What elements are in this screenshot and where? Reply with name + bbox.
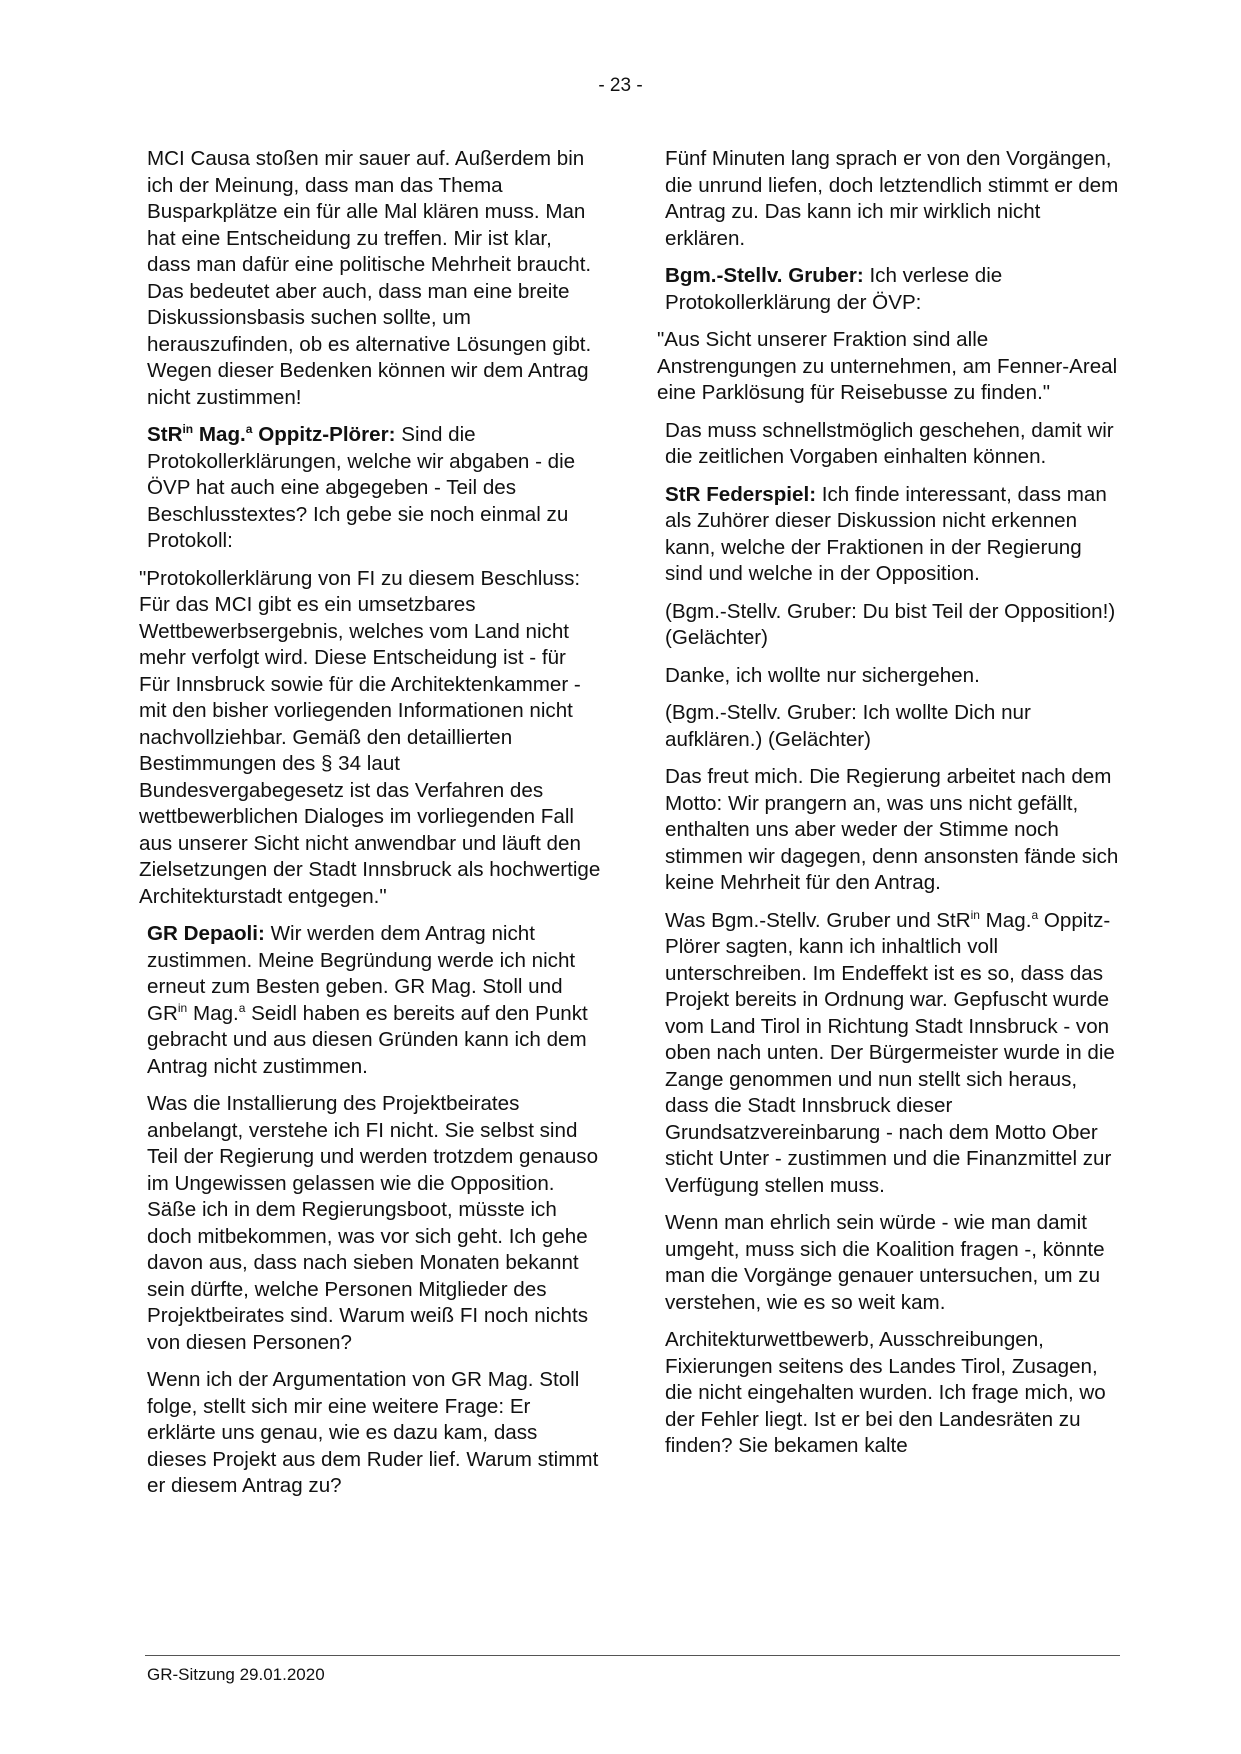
paragraph: Was Bgm.-Stellv. Gruber und StR$^{in}$ Mag.$^a$ Oppitz-Plörer sagten, kann ich inhaltlich voll unterschreiben. Im Endeffekt ist es so, dass das Projekt bereits in Ordnung war. Gepfuscht wurde vom Land Tirol in Richtung Stadt Innsbruck - von oben nach unten. Der Bürgermeister wurde in die Zange genommen und nun stellt sich heraus, dass die Stadt Innsbruck dieser Grundsatzvereinbarung - nach dem Motto Ober sticht Unter - zustimmen und die Finanzmittel zur Verfügung stellen muss. [665,907,1115,1197]
interjection: (Bgm.-Stellv. Gruber: Ich wollte Dich nur aufklären.) (Gelächter) [665,701,1031,751]
left-column [139,146,601,1511]
quote-paragraph: "Aus Sicht unserer Fraktion sind alle Anstrengungen zu unternehmen, am Fenner-Areal eine Parklösung für Reisebusse zu finden." [657,328,1118,404]
paragraph: MCI Causa stoßen mir sauer auf. Außerdem bin ich der Meinung, dass man das Thema Busparkplätze ein für alle Mal klären muss. Man hat eine Entscheidung zu treffen. Mir ist klar, dass man dafür eine politische Mehrheit braucht. Das bedeutet aber auch, dass man eine breite Diskussionsbasis suchen sollte, um herauszufinden, ob es alternative Lösungen gibt. Wegen dieser Bedenken können wir dem Antrag nicht zustimmen! [147,147,592,409]
paragraph: Fünf Minuten lang sprach er von den Vorgängen, die unrund liefen, doch letztendlich stimmt er dem Antrag zu. Das kann ich mir wirklich nicht erklären. [665,147,1119,250]
paragraph: Das freut mich. Die Regierung arbeitet nach dem Motto: Wir prangern an, was uns nicht gefällt, enthalten uns aber weder der Stimme noch stimmen wir dagegen, denn ansonsten fände sich keine Mehrheit für den Antrag. [665,765,1119,894]
page-number: - 23 - [598,75,643,96]
speaker-name: StR$^{in}$ Mag.$^a$ Oppitz-Plörer: [147,422,396,446]
paragraph: Danke, ich wollte nur sichergehen. [665,663,980,687]
paragraph: Wenn man ehrlich sein würde - wie man damit umgeht, muss sich die Koalition fragen -, könnte man die Vorgänge genauer untersuchen, um zu verstehen, wie es so weit kam. [665,1211,1105,1314]
paragraph: Wenn ich der Argumentation von GR Mag. Stoll folge, stellt sich mir eine weitere Frage: Er erklärte uns genau, wie es dazu kam, dass dieses Projekt aus dem Ruder lief. Warum stimmt er diesem Antrag zu? [147,1368,599,1497]
interjection: (Bgm.-Stellv. Gruber: Du bist Teil der Opposition!) (Gelächter) [665,599,1116,649]
speaker-name: StR Federspiel: [665,482,817,506]
speaker-name: GR Depaoli: [147,922,265,945]
speaker-paragraph: GR Depaoli: Wir werden dem Antrag nicht zustimmen. Meine Begründung werde ich nicht erneut zum Besten geben. GR Mag. Stoll und $GR^{in}$ Mag.$^a$ Seidl haben es bereits auf den Punkt gebracht und aus diesen Gründen kann ich dem Antrag nicht zustimmen. [147,922,588,1078]
paragraph: Was die Installierung des Projektbeirates anbelangt, verstehe ich FI nicht. Sie selbst sind Teil der Regierung und werden trotzdem genauso im Ungewissen gelassen wie die Opposition. Säße ich in dem Regierungsboot, müsste ich doch mitbekommen, was vor sich geht. Ich gehe davon aus, dass nach sieben Monaten bekannt sein dürfte, welche Personen Mitglieder des Projektbeirates sind. Warum weiß FI noch nichts von diesen Personen? [147,1092,599,1354]
paragraph: Das muss schnellstmöglich geschehen, damit wir die zeitlichen Vorgaben einhalten können. [665,418,1114,468]
speaker-paragraph: StR Federspiel: Ich finde interessant, dass man als Zuhörer dieser Diskussion nicht erkennen kann, welche der Fraktionen in der Regierung sind und welche in der Opposition. [665,482,1107,585]
speaker-paragraph: StR$^{in}$ Mag.$^a$ Oppitz-Plörer: Sind die Protokollerklärungen, welche wir abgaben - die ÖVP hat auch eine abgegeben - Teil des Beschlusstextes? Ich gebe sie noch einmal zu Protokoll: [147,422,576,552]
paragraph: Architekturwettbewerb, Ausschreibungen, Fixierungen seitens des Landes Tirol, Zusagen, die nicht eingehalten wurden. Ich frage mich, wo der Fehler liegt. Ist er bei den Landesräten zu finden? Sie bekamen kalte [665,1328,1106,1457]
quote-paragraph: "Protokollerklärung von FI zu diesem Beschluss: Für das MCI gibt es ein umsetzbares Wettbewerbsergebnis, welches vom Land nicht mehr verfolgt wird. Diese Entscheidung ist - für Für Innsbruck sowie für die Architektenkammer - mit den bisher vorliegenden Informationen nicht nachvollziehbar. Gemäß den detaillierten Bestimmungen des § 34 laut Bundesvergabegesetz ist das Verfahren des wettbewerblichen Dialoges im vorliegenden Fall aus unserer Sicht nicht anwendbar und läuft den Zielsetzungen der Stadt Innsbruck als hochwertige Architekturstadt entgegen." [139,566,601,908]
speaker-name: Bgm.-Stellv. Gruber: [665,264,864,287]
footer-divider [145,1655,1120,1656]
footer-text: GR-Sitzung 29.01.2020 [147,1665,325,1684]
right-column [657,146,1120,1471]
speaker-paragraph: Bgm.-Stellv. Gruber: Ich verlese die Protokollerklärung der ÖVP: [665,264,1003,314]
